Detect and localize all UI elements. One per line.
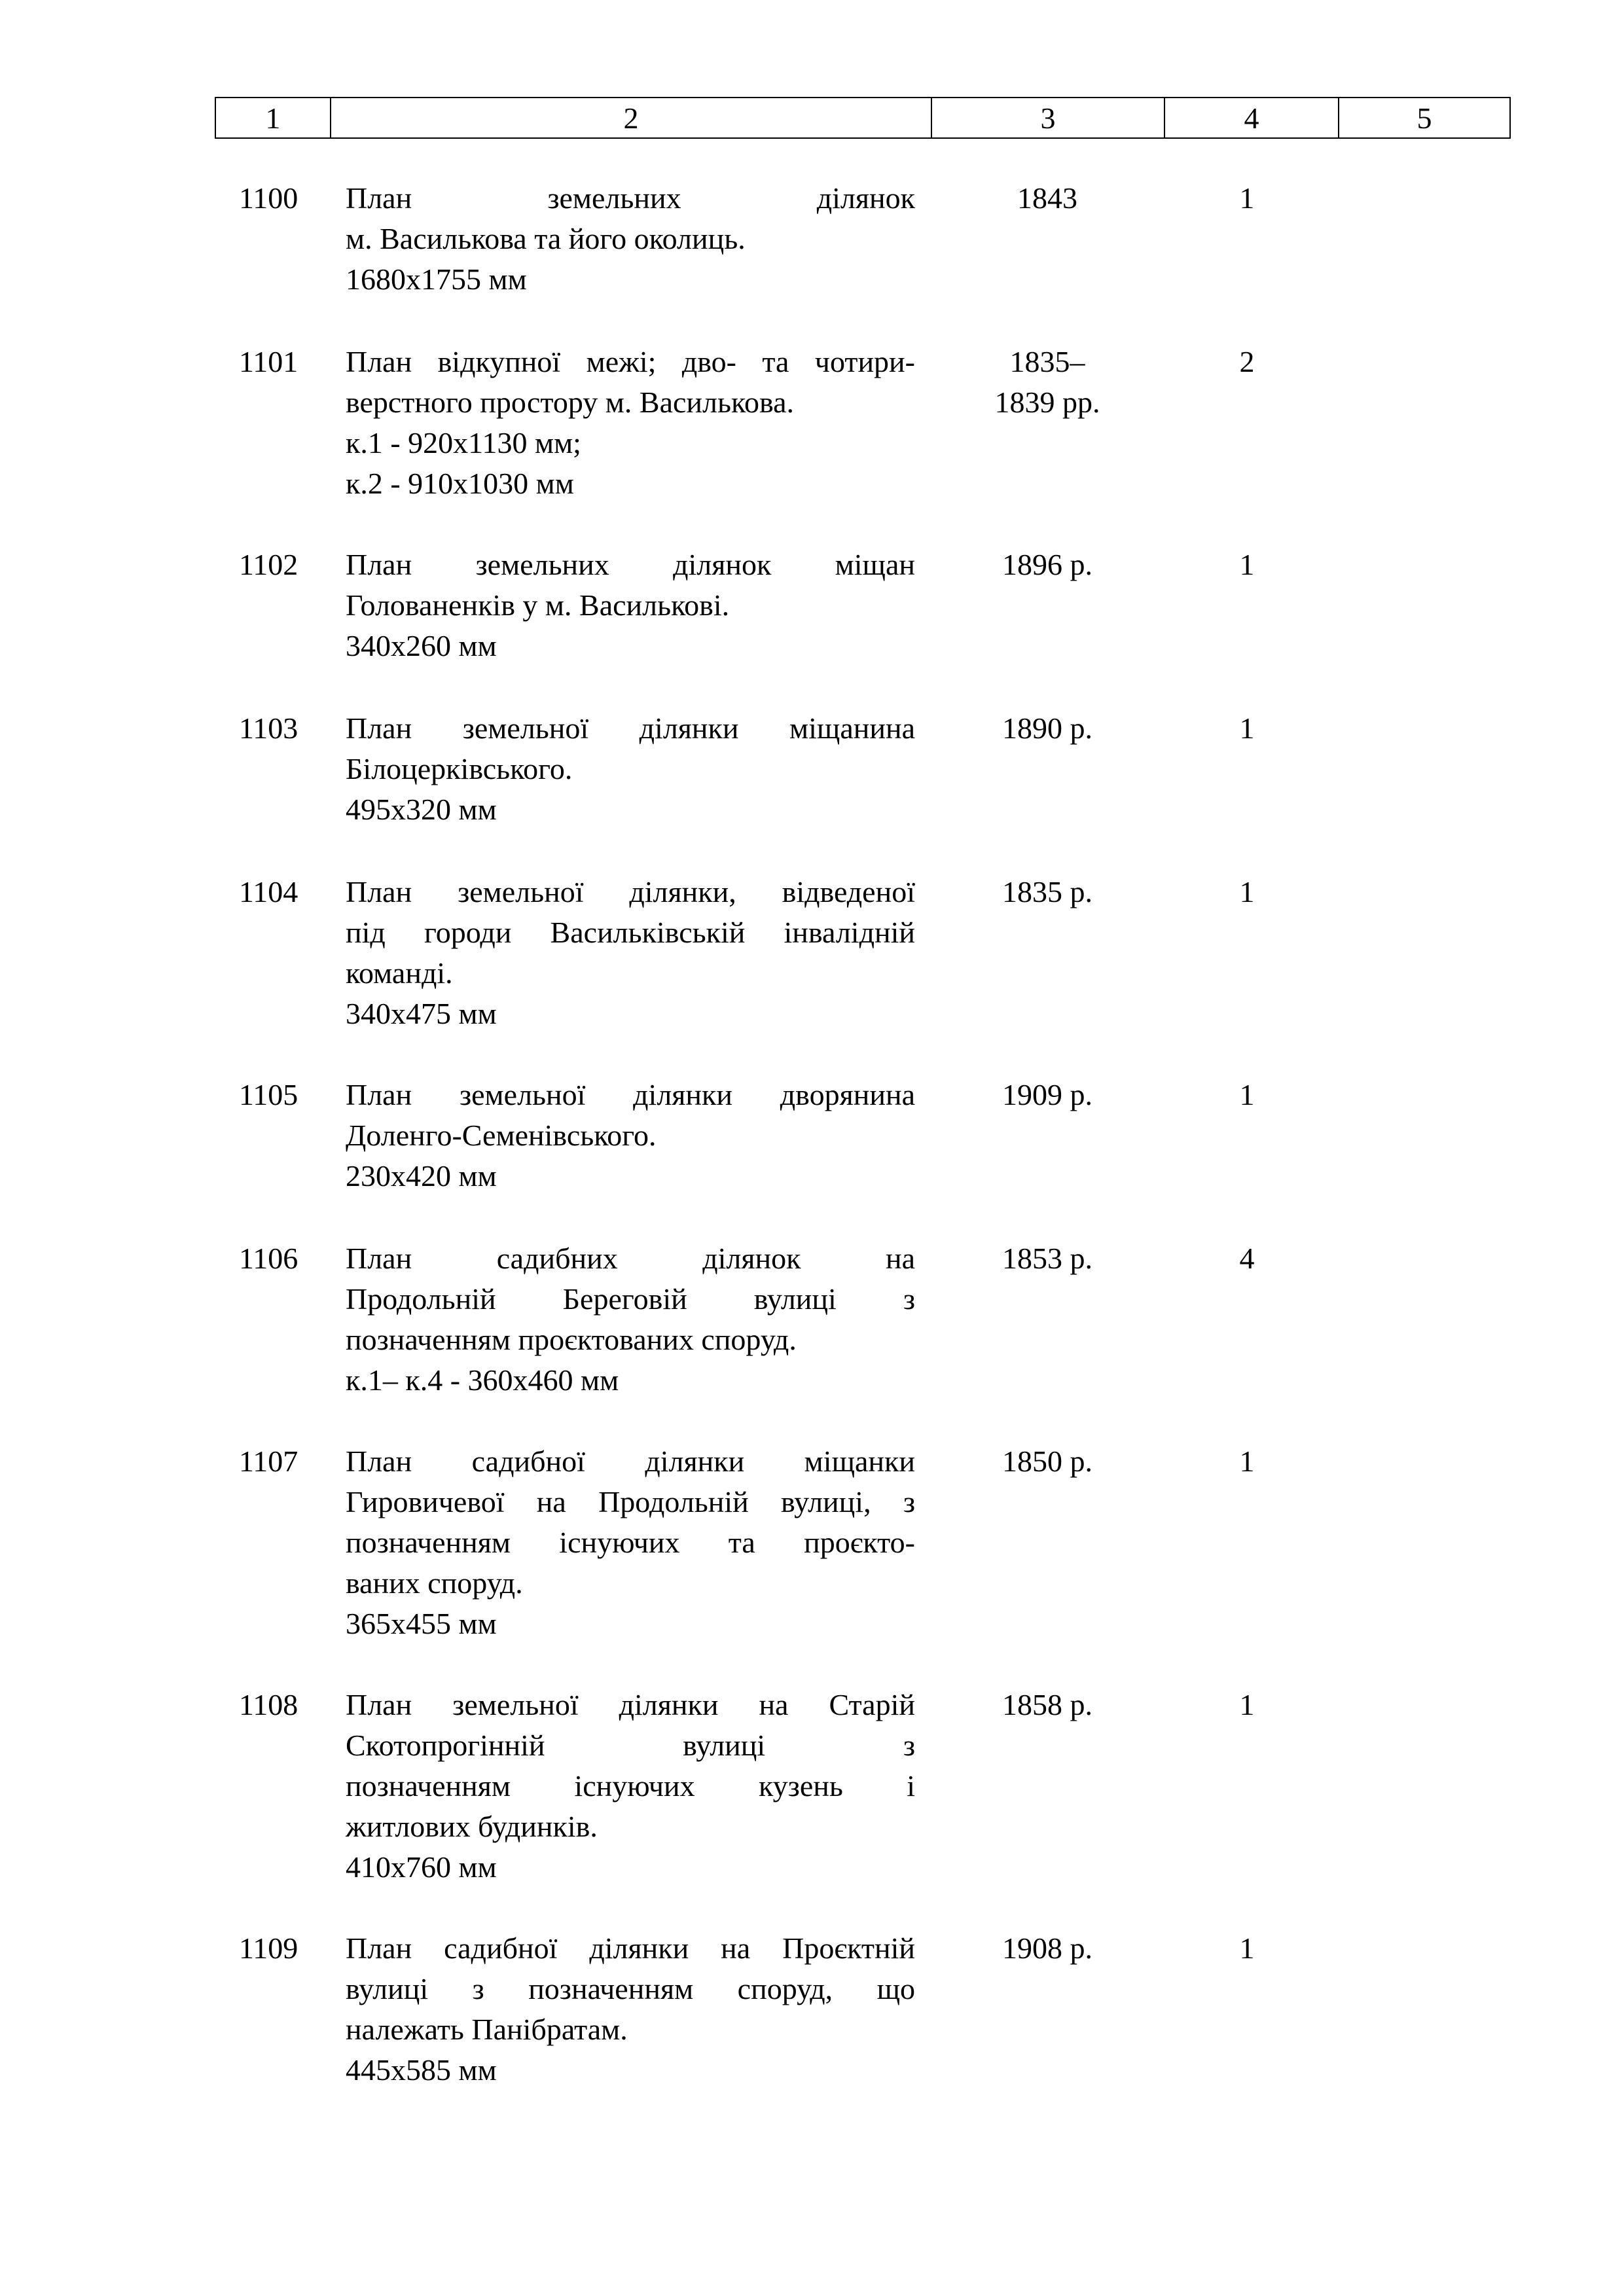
entry-number: 1100 (239, 181, 298, 215)
entry-title-line: Голованенків у м. Василькові. (346, 588, 730, 622)
entry-title-line: команді. (346, 956, 453, 990)
entry-date-line: 1909 р. (1002, 1078, 1092, 1111)
entry-sheet-count: 1 (1239, 1444, 1255, 1478)
entry-sheet-count: 1 (1239, 548, 1255, 581)
entry-description (346, 1685, 915, 1888)
entry-number: 1104 (239, 875, 298, 908)
entry-date-line: 1835– (1009, 345, 1085, 378)
entry-description (346, 1441, 915, 1644)
entry-title-line: позначенням проєктованих споруд. (346, 1323, 797, 1356)
entry-sheet-count: 1 (1239, 1688, 1255, 1721)
entry-title-line: належать Панібратам. (346, 2013, 628, 2046)
entry-title-line: План садибних ділянок на (346, 1242, 915, 1275)
entry-dimensions: к.2 - 910х1030 мм (346, 467, 574, 500)
entry-sheet-count: 1 (1239, 1931, 1255, 1965)
entry-date-line: 1908 р. (1002, 1931, 1092, 1965)
entry-description (346, 1075, 915, 1196)
column-header-4: 4 (1165, 98, 1339, 137)
entry-title-line: План земельної ділянки, відведеної (346, 875, 915, 908)
entry-date (936, 1928, 1159, 1969)
entry-title-line: ваних споруд. (346, 1566, 523, 1600)
entry-title-line: Доленго-Семенівського. (346, 1119, 657, 1152)
entry-title-line: позначенням існуючих та проєкто- (346, 1526, 915, 1559)
entry-description (346, 1928, 915, 2090)
entry-title-line: м. Василькова та його околиць. (346, 222, 746, 255)
entry-title-line: План земельної ділянки на Старій (346, 1688, 915, 1721)
entry-dimensions: 410х760 мм (346, 1850, 497, 1884)
entry-description (346, 872, 915, 1034)
entry-dimensions: 365х455 мм (346, 1607, 497, 1640)
column-header-2: 2 (331, 98, 932, 137)
entry-title-line: План садибної ділянки міщанки (346, 1444, 915, 1478)
entry-date-line: 1850 р. (1002, 1444, 1092, 1478)
entry-dimensions: 230х420 мм (346, 1159, 497, 1193)
entry-description (346, 342, 915, 504)
entry-title-line: План земельної ділянки міщанина (346, 711, 915, 745)
entry-dimensions: к.1 - 920х1130 мм; (346, 426, 581, 459)
entry-dimensions: 445х585 мм (346, 2053, 497, 2087)
entry-title-line: під городи Васильківській інвалідній (346, 916, 915, 949)
entry-dimensions: 495х320 мм (346, 793, 497, 826)
entry-sheet-count: 2 (1239, 345, 1255, 378)
entry-dimensions: 1680х1755 мм (346, 262, 527, 296)
entry-title-line: Продольній Береговій вулиці з (346, 1282, 915, 1316)
entry-title-line: Білоцерківського. (346, 752, 573, 785)
entry-date (936, 1441, 1159, 1482)
entry-title-line: План відкупної межі; дво- та чотири- (346, 345, 915, 378)
entry-date (936, 342, 1159, 423)
entry-number: 1101 (239, 345, 298, 378)
entry-date (936, 545, 1159, 585)
entry-title-line: Гировичевої на Продольній вулиці, з (346, 1485, 915, 1518)
entry-date-line: 1853 р. (1002, 1242, 1092, 1275)
entry-number: 1109 (239, 1931, 298, 1965)
entry-number: 1103 (239, 711, 298, 745)
column-header-1: 1 (216, 98, 331, 137)
entry-title-line: План садибної ділянки на Проєктній (346, 1931, 915, 1965)
entry-date-line: 1858 р. (1002, 1688, 1092, 1721)
entry-date (936, 1685, 1159, 1725)
entry-dimensions: 340х475 мм (346, 997, 497, 1030)
entry-date (936, 872, 1159, 912)
entry-date-line: 1890 р. (1002, 711, 1092, 745)
entry-sheet-count: 1 (1239, 181, 1255, 215)
entry-title-line: План земельної ділянки дворянина (346, 1078, 915, 1111)
entry-title-line: верстного простору м. Василькова. (346, 386, 795, 419)
entry-description (346, 178, 915, 300)
entry-date-line: 1839 рр. (994, 386, 1100, 419)
entry-number: 1106 (239, 1242, 298, 1275)
entry-title-line: позначенням існуючих кузень і (346, 1769, 915, 1803)
entry-description (346, 1238, 915, 1401)
entry-number: 1105 (239, 1078, 298, 1111)
entry-sheet-count: 1 (1239, 1078, 1255, 1111)
entry-title-line: вулиці з позначенням споруд, що (346, 1972, 915, 2005)
entry-title-line: Скотопрогінній вулиці з (346, 1729, 915, 1762)
entry-title-line: План земельних ділянок міщан (346, 548, 915, 581)
entry-date (936, 1238, 1159, 1279)
entry-description (346, 708, 915, 830)
entry-number: 1102 (239, 548, 298, 581)
entry-number: 1108 (239, 1688, 298, 1721)
entry-date (936, 178, 1159, 219)
entry-dimensions: 340х260 мм (346, 629, 497, 662)
entry-date-line: 1835 р. (1002, 875, 1092, 908)
entry-title-line: житлових будинків. (346, 1810, 598, 1843)
entry-date-line: 1896 р. (1002, 548, 1092, 581)
entry-date (936, 1075, 1159, 1115)
entry-date (936, 708, 1159, 749)
entry-number: 1107 (239, 1444, 298, 1478)
entry-dimensions: к.1– к.4 - 360х460 мм (346, 1363, 619, 1397)
entry-description (346, 545, 915, 666)
column-header-3: 3 (932, 98, 1165, 137)
entry-title-line: План земельних ділянок (346, 181, 915, 215)
column-header-5: 5 (1416, 101, 1432, 135)
entry-date-line: 1843 (1017, 181, 1077, 215)
entry-sheet-count: 1 (1239, 875, 1255, 908)
entry-sheet-count: 1 (1239, 711, 1255, 745)
entry-sheet-count: 4 (1239, 1242, 1255, 1275)
